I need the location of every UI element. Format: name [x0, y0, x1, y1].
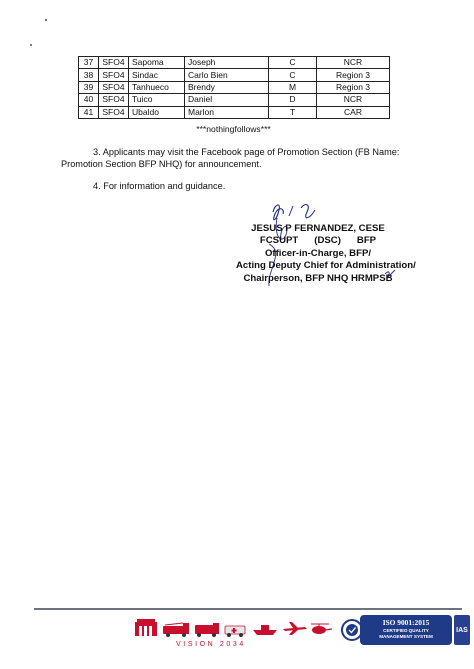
region-cell: Region 3: [317, 81, 390, 93]
iso-subtitle: CERTIFIED QUALITY: [383, 628, 429, 633]
paragraph-3-line-1: 3. Applicants may visit the Facebook page of Promotion Section (FB Name:: [93, 147, 400, 157]
signature-block: [236, 223, 416, 285]
signatory-name: JESUS P FERNANDEZ, CESE: [251, 223, 385, 234]
helicopter-icon: [311, 624, 332, 634]
region-cell: NCR: [317, 94, 390, 106]
region-cell: NCR: [317, 57, 390, 69]
signatory-rank: FCSUPT (DSC) BFP: [259, 235, 377, 247]
middle-initial-cell: C: [269, 57, 317, 69]
paragraph-4: 4. For information and guidance.: [93, 181, 226, 191]
paragraph-3-line-2: Promotion Section BFP NHQ) for announcement.: [61, 159, 262, 169]
region-cell: Region 3: [317, 69, 390, 81]
table-row: [79, 94, 390, 106]
scan-speck: [45, 19, 47, 21]
first-name-cell: Marlon: [185, 106, 269, 118]
iso-badge: [360, 615, 452, 645]
middle-initial-cell: T: [269, 106, 317, 118]
first-name-cell: Carlo Bien: [185, 69, 269, 81]
table-row: [79, 57, 390, 69]
row-number: 41: [79, 106, 99, 118]
ias-logo: IAS: [454, 615, 470, 645]
table-row: [79, 81, 390, 93]
last-name-cell: Tanhueco: [129, 81, 185, 93]
fire-station-icon: [135, 619, 157, 636]
iso-standard: ISO 9001:2015: [382, 618, 430, 627]
row-number: 38: [79, 69, 99, 81]
first-name-cell: Daniel: [185, 94, 269, 106]
iso-certification-logo: [341, 612, 469, 648]
first-name-cell: Joseph: [185, 57, 269, 69]
first-name-cell: Brendy: [185, 81, 269, 93]
signatory-title: Acting Deputy Chief for Administration/: [236, 260, 416, 272]
fire-truck-icon: [163, 623, 189, 637]
signatory-title: Officer-in-Charge, BFP/: [264, 247, 372, 259]
middle-initial-cell: C: [269, 69, 317, 81]
scan-speck: [30, 44, 32, 46]
aircraft-icon: [283, 622, 307, 635]
rank-cell: SFO4: [99, 81, 129, 93]
last-name-cell: Sindac: [129, 69, 185, 81]
signatory-title: Chairperson, BFP NHQ HRMPSB: [243, 272, 393, 284]
end-of-list-note: ***nothingfollows***: [196, 124, 271, 134]
last-name-cell: Ubaldo: [129, 106, 185, 118]
rank-cell: SFO4: [99, 94, 129, 106]
row-number: 40: [79, 94, 99, 106]
region-cell: CAR: [317, 106, 390, 118]
ambulance-icon: [225, 626, 245, 637]
last-name-cell: Tuico: [129, 94, 185, 106]
rank-cell: SFO4: [99, 69, 129, 81]
last-name-cell: Sapoma: [129, 57, 185, 69]
iso-subtitle: MANAGEMENT SYSTEM: [379, 633, 433, 639]
row-number: 37: [79, 57, 99, 69]
middle-initial-cell: M: [269, 81, 317, 93]
rank-cell: SFO4: [99, 57, 129, 69]
vision-2034-label: VISION 2034: [176, 641, 246, 648]
applicant-table: [78, 56, 390, 119]
row-number: 39: [79, 81, 99, 93]
rescue-truck-icon: [195, 623, 219, 637]
table-row: [79, 106, 390, 118]
fire-boat-icon: [253, 625, 277, 635]
vision-icon-strip: [133, 614, 333, 640]
middle-initial-cell: D: [269, 94, 317, 106]
rank-cell: SFO4: [99, 106, 129, 118]
footer-divider: [34, 608, 462, 610]
table-row: [79, 69, 390, 81]
